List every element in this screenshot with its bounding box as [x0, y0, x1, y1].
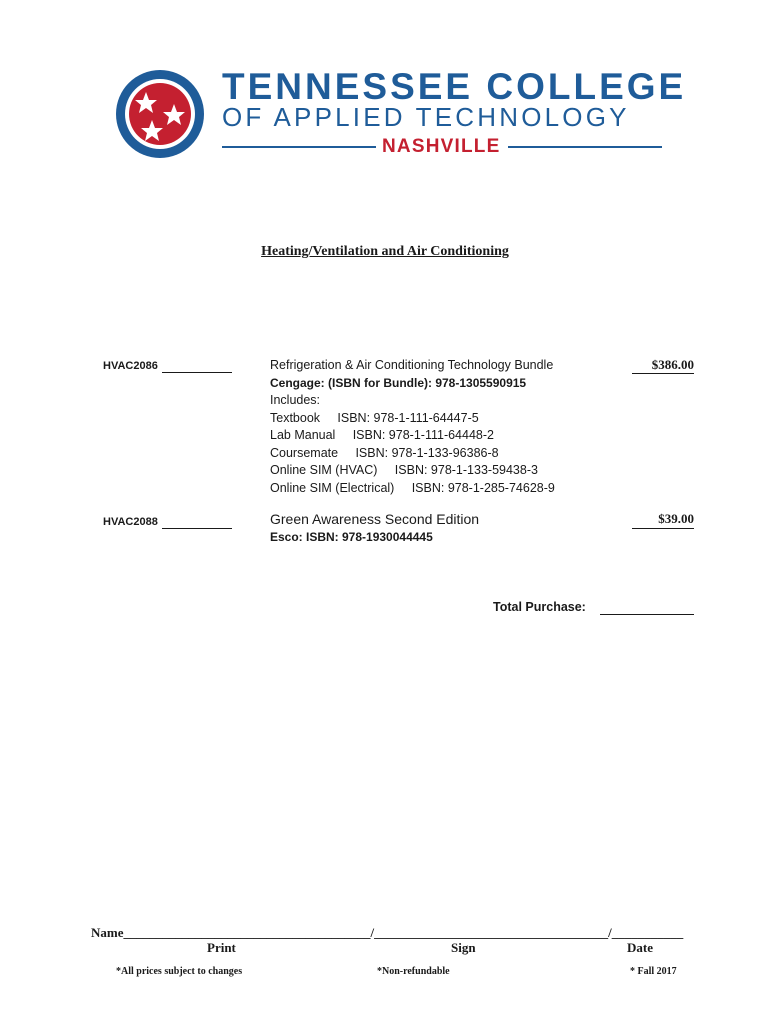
quantity-blank[interactable]	[162, 528, 232, 529]
item-publisher-isbn: Esco: ISBN: 978-1930044445	[270, 529, 433, 544]
item-component: Online SIM (HVAC) ISBN: 978-1-133-59438-3	[270, 463, 538, 477]
note-term: * Fall 2017	[630, 966, 677, 977]
total-purchase-field[interactable]	[600, 614, 694, 615]
date-label: Date	[627, 940, 653, 955]
course-code: HVAC2086	[103, 360, 158, 372]
logo-text-college: TENNESSEE COLLEGE	[222, 66, 687, 107]
item-price: $39.00	[658, 511, 694, 526]
price-underline	[632, 528, 694, 529]
logo-text-applied-technology: OF APPLIED TECHNOLOGY	[222, 102, 630, 132]
logo-text-nashville: NASHVILLE	[382, 136, 501, 157]
quantity-blank[interactable]	[162, 372, 232, 373]
price-underline	[632, 373, 694, 374]
item-component: Textbook ISBN: 978-1-111-64447-5	[270, 410, 479, 425]
print-label: Print	[207, 940, 236, 955]
item-price: $386.00	[651, 357, 694, 372]
item-component: Online SIM (Electrical) ISBN: 978-1-285-74628-9	[270, 480, 555, 495]
item-description	[270, 511, 479, 546]
item-title: Green Awareness Second Edition	[270, 511, 480, 527]
note-prices-subject-to-change: *All prices subject to changes	[116, 966, 243, 977]
note-non-refundable: *Non-refundable	[377, 966, 450, 977]
signature-line[interactable]: Name______________________________________/____________________________________/___________	[91, 925, 684, 940]
sign-label: Sign	[451, 940, 476, 955]
item-title: Refrigeration & Air Conditioning Technology Bundle	[270, 358, 554, 372]
total-purchase-label: Total Purchase:	[493, 600, 586, 614]
item-component: Lab Manual ISBN: 978-1-111-64448-2	[270, 428, 494, 442]
item-publisher-isbn: Cengage: (ISBN for Bundle): 978-1305590915	[270, 375, 527, 390]
item-component: Coursemate ISBN: 978-1-133-96386-8	[270, 445, 499, 460]
item-includes-label: Includes:	[270, 393, 321, 407]
item-description	[270, 357, 555, 497]
page-title: Heating/Ventilation and Air Conditioning	[261, 244, 509, 259]
course-code: HVAC2088	[103, 516, 158, 528]
